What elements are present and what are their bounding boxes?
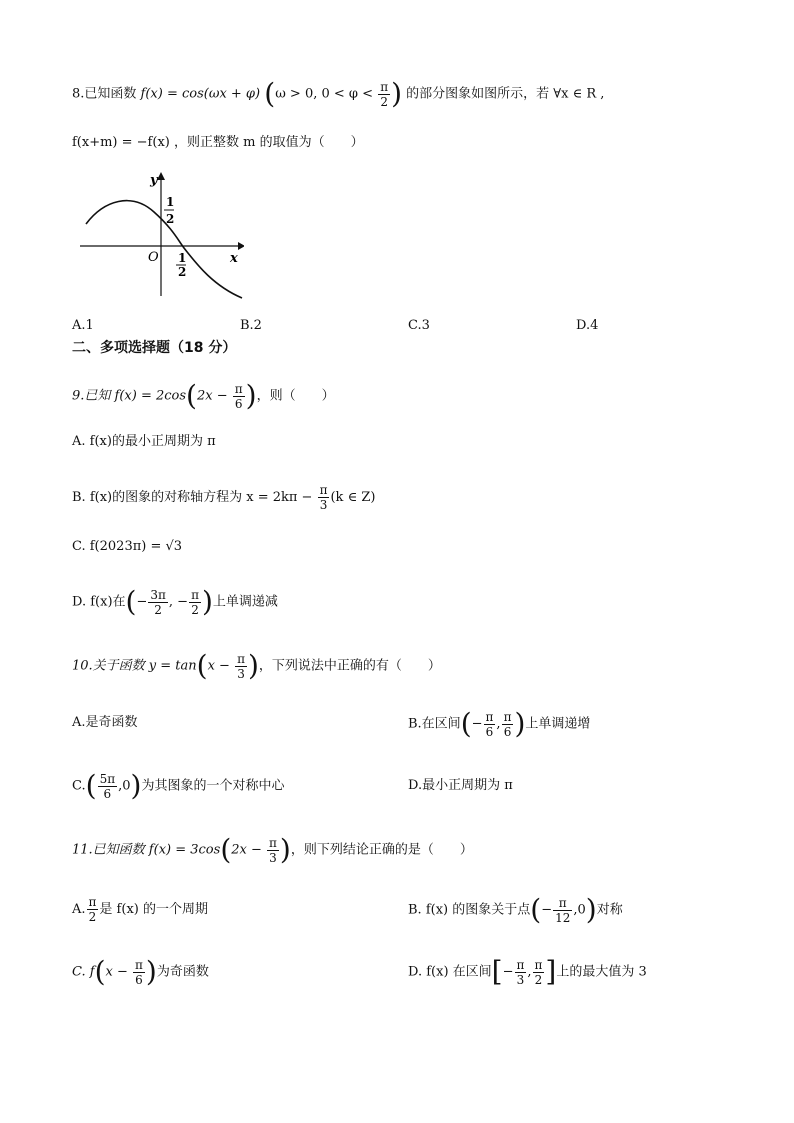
q9-d-pre: D. f(x)在 [72,594,126,610]
q10-option-a[interactable]: A.是奇函数 [72,715,138,730]
q9-stem-inner: 2x − [196,388,228,404]
q9-d-post: 上单调递减 [212,594,278,610]
q11-option-b[interactable]: B. f(x) 的图象关于点(− $\frac{\pi}{12}$ ,0)对称 [408,893,623,926]
q11-c-post: 为奇函数 [156,964,209,980]
q8-graph-y-label: y [150,173,158,188]
q11-a-pre: A. [72,902,86,917]
q10-option-c[interactable]: C.( $\frac{5\pi}{6}$ ,0)为其图象的一个对称中心 [72,769,285,802]
q8-option-a[interactable]: A.1 [72,318,94,333]
q8-graph-origin: O [148,250,159,265]
q11-b-post: 对称 [596,902,623,918]
q10-c-zero: ,0 [118,778,131,794]
q10-stem-post: ，下列说法中正确的有（ ） [258,658,441,674]
q11-stem-pre: 11.已知函数 f(x) = 3cos [72,842,221,858]
q10-stem-pre: 10.关于函数 y = tan [72,658,197,674]
q10-stem-inner: x − [207,658,230,674]
q10-c-pre: C. [72,778,86,794]
q9-b-pre: B. f(x)的图象的对称轴方程为 x = 2kπ − [72,490,313,505]
q11-c-pre: C. f [72,964,95,980]
q9-b-post: (k ∈ Z) [330,490,376,505]
q8-option-b[interactable]: B.2 [240,318,262,333]
q11-d-pre: D. f(x) 在区间 [408,964,492,980]
section-2-title: 二、多项选择题（18 分） [72,340,237,356]
q11-frac: $\frac{\pi}{3}$ [269,835,277,865]
q8-option-d[interactable]: D.4 [576,318,599,333]
q8-graph [74,170,244,302]
q11-stem-inner: 2x − [231,842,262,858]
q11-b-pre: B. f(x) 的图象关于点 [408,902,531,918]
q9-stem-pre: 9.已知 f(x) = 2cos [72,388,187,404]
q11-d-post: 上的最大值为 3 [556,964,647,980]
q10-frac: $\frac{\pi}{3}$ [237,651,245,681]
q8-option-c[interactable]: C.3 [408,318,430,333]
q9-option-a[interactable]: A. f(x)的最小正周期为 π [72,434,216,449]
q11-option-d[interactable]: D. f(x) 在区间[− $\frac{\pi}{3}$ , $\frac{\pi}{2}$ ]上的最大值为 3 [408,955,647,988]
q8-line2: f(x+m) = −f(x) ，则正整数 m 的取值为（ ） [72,135,364,150]
q9-stem: 9.已知 f(x) = 2cos(2x − $\frac{\pi}{6}$ )，则（ ） [72,379,335,412]
q11-a-post: 是 f(x) 的一个周期 [99,902,208,917]
q11-option-c[interactable]: C. f(x − $\frac{\pi}{6}$ )为奇函数 [72,955,209,988]
q10-option-b[interactable]: B.在区间(− $\frac{\pi}{6}$ , $\frac{\pi}{6}$ )上单调递增 [408,707,591,740]
q11-c-inner: x − [105,964,128,980]
q10-option-d[interactable]: D.最小正周期为 π [408,778,513,793]
q11-stem: 11.已知函数 f(x) = 3cos(2x − $\frac{\pi}{3}$ )，则下列结论正确的是（ ） [72,833,473,866]
q10-stem: 10.关于函数 y = tan(x − $\frac{\pi}{3}$ )，下列说法中正确的有（ ） [72,649,441,682]
q10-c-post: 为其图象的一个对称中心 [141,778,285,794]
q9-frac: $\frac{\pi}{6}$ [234,381,243,411]
q10-b-pre: B.在区间 [408,716,461,732]
q8-stem: 8.已知函数 f(x) = cos(ωx + φ) (ω > 0, 0 < φ < $\frac{\pi}{2}$ ) 的部分图象如图所示，若 ∀x ∈ R , [72,77,605,110]
q8-graph-ytick-num: 1 [166,195,175,209]
q9-option-d[interactable]: D. f(x)在(− $\frac{3\pi}{2}$ , − $\frac{\pi}{2}$ )上单调递减 [72,585,278,618]
q8-suffix: 的部分图象如图所示，若 ∀x ∈ R , [406,86,605,102]
q8-graph-ytick-den: 2 [166,212,175,226]
q11-stem-post: ，则下列结论正确的是（ ） [290,842,473,858]
q8-frac: $\frac{\pi}{2}$ [380,79,389,109]
q9-option-b[interactable] [72,484,375,511]
q8-graph-xtick-den: 2 [178,265,187,279]
q8-prefix: 8.已知函数 [72,86,137,102]
q9-stem-post: ，则（ ） [256,388,335,404]
q8-cond: ω > 0, 0 < φ < [275,86,374,102]
q10-b-post: 上单调递增 [525,716,591,732]
q11-option-a[interactable]: A. $\frac{\pi}{2}$ 是 f(x) 的一个周期 [72,895,208,924]
q9-b-frac: $\frac{\pi}{3}$ [319,483,328,512]
q9-option-c[interactable]: C. f(2023π) = √3 [72,539,183,554]
q8-graph-xtick-num: 1 [178,251,187,265]
q8-graph-x-label: x [230,251,238,266]
q8-func: f(x) = cos(ωx + φ) [140,86,261,102]
